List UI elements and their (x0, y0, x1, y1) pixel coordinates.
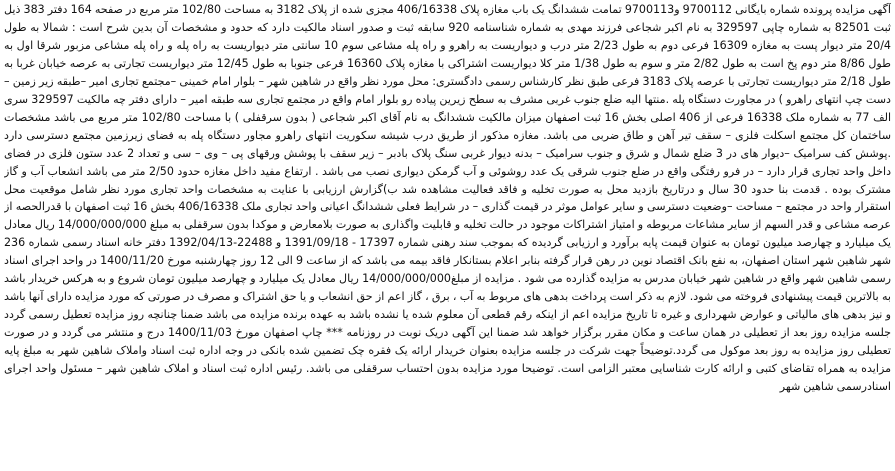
notice-line: معتبر الزامی است. توضیحا مورد مزایده بدون احتساب سرقفلی می باشد. رئیس اداره ثبت اسناد و املاک شاهین شهر – مسئول واحد اجرای اسنادرسمی شاهین شهر (4, 362, 891, 394)
notice-line: واقع در ضلع جنوب شرقی یک عدد روشوئی و آب گرمکن دیواری نصب می باشد . ارتفاع مفید داخل مغازه حدود 2/50 متر می باشد انشعاب آب و گاز مشترک بوده . قدمت بنا حدود 30 (4, 164, 891, 196)
notice-line: بدین شرح است : شمالا به طول 20/4 متر دیوار پست به مغازه 16309 فرعی دوم به طول 2/23 متر درب و دیواریست به راهرو و راه پله مشاعی سوم 10 سانتی متر دیواریست به (4, 20, 891, 52)
notice-line: ضمنا این آگهی دریک نوبت در روزنامه *** چاپ اصفهان مورخ 1400/11/03 درج و منتشر می گردد و در صورت تعطیلی روز مزایده به روز بعد موکول می گردد.توضیحاً جهت شرکت در (4, 326, 891, 358)
notice-line: معادل یک میلیارد و چهارصد میلیون تومان به عنوان قیمت پایه برآورد و ارزیابی گردیده که بموجب سند رهنی شماره 17397 - 1391/09/18 و 22488-1392/04/13 دفتر خانه اسناد (4, 218, 891, 250)
notice-line: مورخ 1400/11/20 در واحد اجرای اسناد رسمی شاهین شهر واقع در شاهین شهر خیابان مدرس به مزایده گذارده می شود . مزایده از مبلغ14/000/000/000 ریال معادل یک (4, 254, 891, 286)
auction-notice-text (4, 1, 891, 469)
notice-line: مساحت –وضعیت دسترسی و سایر عوامل موثر در قیمت گذاری – در شرایط فعلی ششدانگ اعیانی واحد تجاری ملک 406/16338 بخش 16 ثبت اصفهان با قدرالحصه از عرصه (4, 200, 891, 232)
notice-line: آگهی مزایده پرونده شماره بایگانی 9700112 و9700113 تمامت ششدانگ یک باب مغازه پلاک 406/16338 مجزی شده از پلاک 3182 به مساحت 102/80 متر مربع در صفحه 164 (70, 3, 891, 16)
notice-line: طول 12/45 متر دیواریست تجارتی به عرصه خیابان غربا به طول 2/18 متر دیواریست تجارتی با عرصه پلاک 3183 فرعی طبق نظر کارشناس رسمی دادگستری: محل مورد نظر واقع (4, 56, 891, 88)
notice-line: شده یا نشده باشد به عهده برنده مزایده می باشد ضمنا چنانچه روز مزایده تعطیل رسمی گردد جلسه مزایده روز بعد از تعطیلی در همان ساعت و مکان مقرر برگزار خواهد شد (4, 308, 891, 340)
notice-line: راه پله و راه پله مشاعی مزبور شرقا اول به طول 8/86 متر دوم پخ است به طول 2/82 متر و سوم به طول 1/38 متر کلا دیواریست اشتراکی با مغازه پلاک 16360 فرعی جنوبا به (4, 38, 891, 70)
notice-line: باشد. مغازه مذکور از طریق درب شیشه سکوریت انتهای راهرو مجاور دستگاه پله به فضای زیرزمین مجتمع دسترسی دارد .پوشش کف سرامیک –دیوار های در 3 ضلع شمال و شرق (4, 128, 891, 160)
notice-line: و جنوب سرامیک – بدنه دیوار غربی سنگ پلاک بادبر – زیر سقف با پوشش ورقهای پی – وی – سی و تعداد 2 عدد ستون فلزی در فضای داخل واحد تجاری قرار دارد – در فرو رفتگی (4, 146, 891, 178)
notice-line: ششدانگ به نام آقای اکبر شجاعی ( بدون سرقفلی ) با مساحت 102/80 متر مربع می باشد مشخصات ساختمان کل مجتمع اسکلت فلزی – سقف تیر آهن و طاق ضربی می (4, 110, 891, 142)
notice-line: رسمی شماره 236 شهر شاهین شهر استان اصفهان، به نفع بانک اقتصاد نوین در رهن قرار گرفته بنابر اعلام بستانکار فاقد بیمه می باشد که از ساعت 9 الی 12 روز چهارشنبه (4, 236, 891, 268)
notice-line: مشاعی و قدر السهم از سایر مشاعات مربوطه و امتیاز اشتراکات موجود در حالت تخلیه و قابلیت واگذاری به صورت بلامعارض و موکدا بدون سرقفلی به مبلغ 14/000/000/000 ریال (34, 218, 860, 232)
notice-line: رو بلوار امام واقع در مجتمع تجاری سه طبقه امیر – دارای دفتر چه مالکیت 329597 سری الف 77 به شماره ملک 16338 فرعی از 406 اصلی بخش 16 ثبت اصفهان میزان مالکیت (4, 92, 891, 124)
notice-line: سال و درتاریخ بازدید محل به صورت تخلیه و فاقد فعالیت مشاهده شد ب)گزارش ارزیابی با عنایت به مشخصات واحد تجاری مورد نظر شامل موقعیت محل استقرار واحد در مجتمع – (4, 182, 891, 214)
notice-line: دفتر 383 ذیل ثبت 82501 به شماره چاپی 329597 به نام اکبر شجاعی فرزند مهدی به شماره شناسنامه 920 سابقه ثبت و صدور اسناد مالکیت دارد که حدود و مشخصات آن (4, 3, 891, 34)
notice-line: جلسه مزایده بعنوان خریدار ارائه یک فقره چک تضمین شده بانکی در وجه اداره ثبت اسناد واملاک شاهین شهر به مبلغ پایه مزایده به همراه تقاضای کتبی و ارائه کارت شناسایی (4, 344, 891, 376)
notice-line: در شاهین شهر – بلوار امام خمینی –مجتمع تجاری امیر –طبقه زیر زمین – دست چپ انتهای راهرو ) در مجاورت دستگاه پله .منتها الیه ضلع جنوب غربی مشرف به سطح زیرین پیاده (4, 74, 891, 106)
notice-line: میلیارد و چهارصد میلیون تومان شروع و به هرکس خریدار باشد به بالاترین قیمت پیشنهادی فروخته می شود. لازم به ذکر است پرداخت بدهی های مربوط به آب ، برق ، گاز اعم از (4, 272, 891, 304)
notice-line: حق انشعاب و یا حق اشتراک و مصرف در صورتی که مورد مزایده دارای آنها باشد و نیز بدهی های مالیاتی و عوارض شهرداری و غیره تا تاریخ مزایده اعم از اینکه رقم قطعی آن معلوم (4, 290, 891, 322)
